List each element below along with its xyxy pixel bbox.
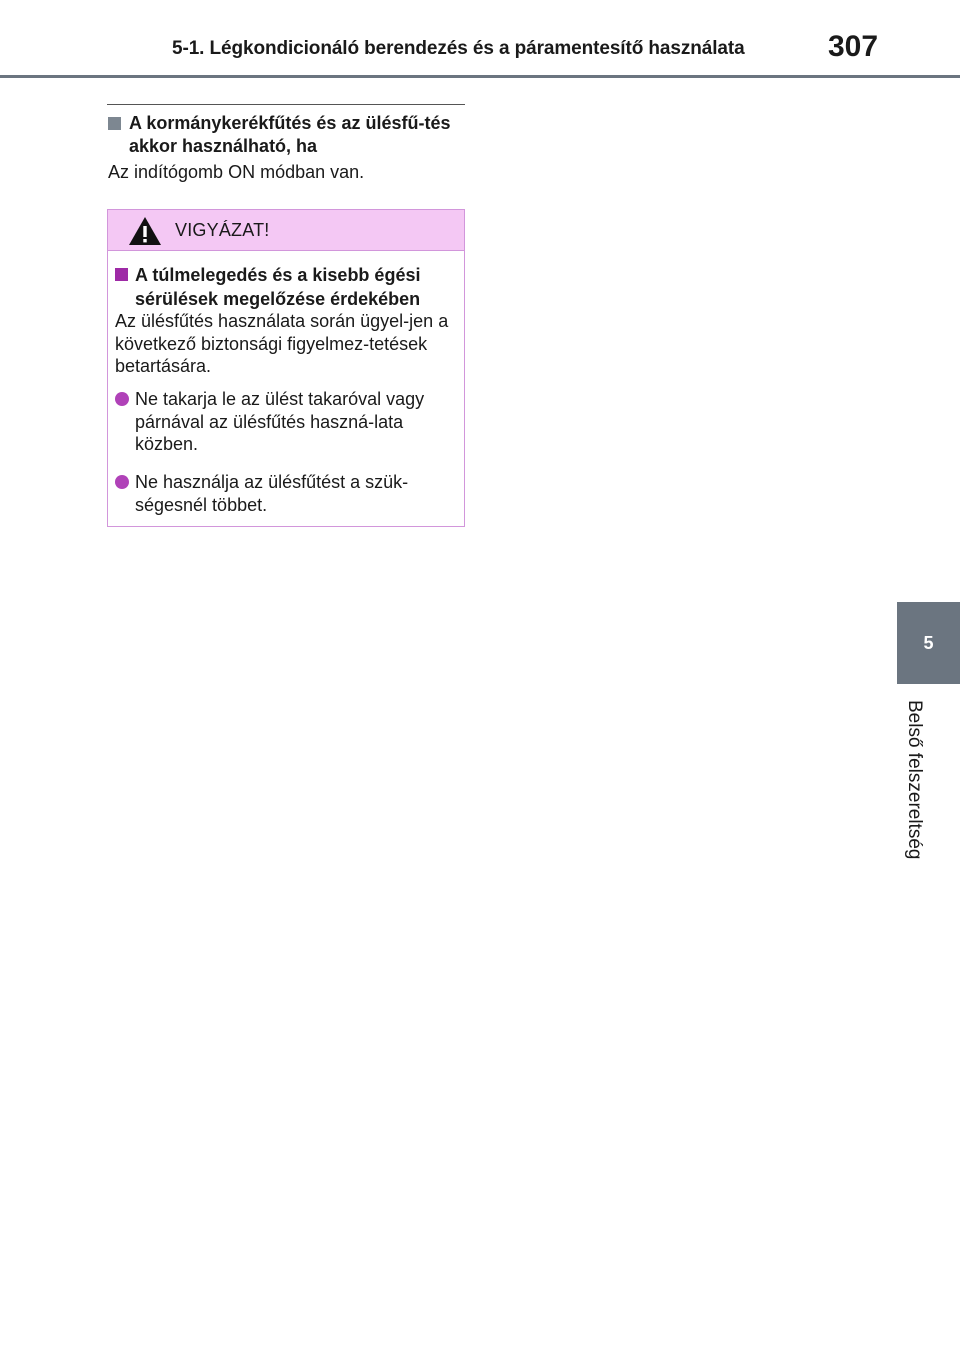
warning-triangle-icon — [128, 216, 162, 246]
page-number: 307 — [828, 30, 879, 63]
section-heading-text: A kormánykerékfűtés és az ülésfű-tés akkor használható, ha — [129, 113, 451, 156]
chapter-tab-label: Belső felszereltség — [904, 700, 925, 860]
caution-header — [108, 210, 464, 251]
caution-subheading-text: A túlmelegedés és a kisebb égési sérülések megelőzése érdekében — [135, 265, 421, 309]
caution-intro: Az ülésfűtés használata során ügyel-jen a következő biztonsági figyelmez-tetések betartására. — [115, 311, 449, 376]
square-bullet-icon — [108, 117, 121, 130]
caution-bullet — [115, 388, 457, 456]
caution-subheading — [115, 263, 455, 311]
caution-bullet-text: Ne használja az ülésfűtést a szük-ségesnél többet. — [135, 472, 409, 515]
section-body: Az indítógomb ON módban van. — [108, 162, 365, 182]
chapter-title: 5-1. Légkondicionáló berendezés és a páramentesítő használata — [172, 38, 745, 59]
section-heading — [108, 112, 464, 158]
chapter-tab — [897, 602, 960, 684]
header-divider — [0, 75, 960, 78]
caution-bullet — [115, 471, 457, 516]
caution-box — [107, 209, 465, 527]
round-bullet-icon — [115, 475, 129, 489]
square-bullet-icon — [115, 268, 128, 281]
round-bullet-icon — [115, 392, 129, 406]
chapter-number: 5 — [923, 632, 934, 653]
caution-title: VIGYÁZAT! — [175, 220, 270, 240]
section-divider — [107, 104, 465, 105]
caution-bullet-text: Ne takarja le az ülést takaróval vagy párnával az ülésfűtés haszná-lata közben. — [135, 389, 425, 454]
